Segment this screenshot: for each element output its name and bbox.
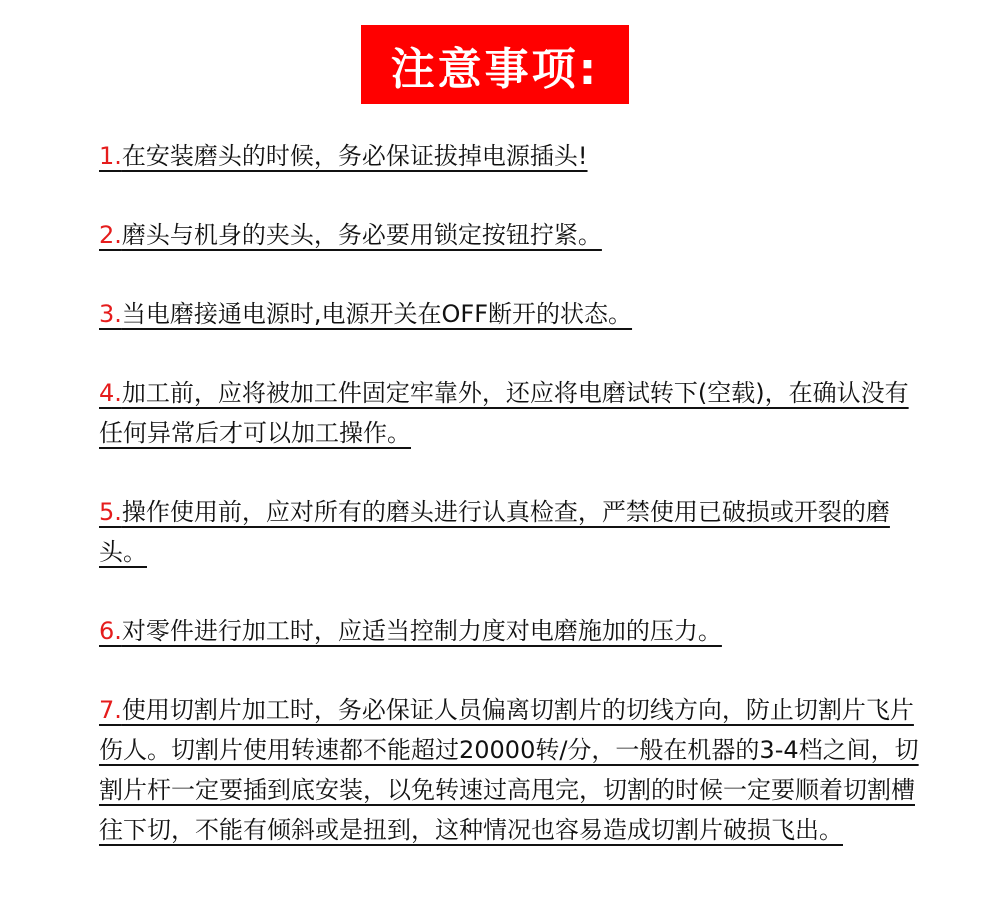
notice-item-3 bbox=[99, 294, 919, 334]
notice-list bbox=[99, 136, 919, 850]
notice-text: 当电磨接通电源时,电源开关在OFF断开的状态。 bbox=[121, 300, 633, 328]
notice-text: 磨头与机身的夹头，务必要用锁定按钮拧紧。 bbox=[121, 221, 602, 249]
notice-title: 注意事项: bbox=[390, 43, 600, 95]
notice-item-1 bbox=[99, 136, 919, 176]
notice-text: 对零件进行加工时，应适当控制力度对电磨施加的压力。 bbox=[121, 617, 722, 645]
notice-number: 1. bbox=[99, 142, 122, 170]
notice-item-7 bbox=[99, 690, 919, 850]
notice-text: 在安装磨头的时候，务必保证拔掉电源插头! bbox=[121, 142, 588, 170]
notice-number: 2. bbox=[99, 221, 122, 249]
notice-item-5 bbox=[99, 492, 919, 572]
notice-number: 5. bbox=[99, 498, 122, 526]
notice-number: 7. bbox=[99, 696, 122, 724]
notice-number: 3. bbox=[99, 300, 122, 328]
notice-item-6 bbox=[99, 611, 919, 651]
notice-text: 加工前，应将被加工件固定牢靠外，还应将电磨试转下(空载)，在确认没有任何异常后才可以加工操作。 bbox=[99, 379, 909, 447]
notice-item-2 bbox=[99, 215, 919, 255]
notice-number: 6. bbox=[99, 617, 122, 645]
notice-item-4 bbox=[99, 373, 919, 453]
notice-text: 操作使用前，应对所有的磨头进行认真检查，严禁使用已破损或开裂的磨头。 bbox=[99, 498, 890, 566]
notice-title-banner bbox=[361, 25, 629, 104]
notice-text: 使用切割片加工时，务必保证人员偏离切割片的切线方向，防止切割片飞片伤人。切割片使用转速都不能超过20000转/分，一般在机器的3-4档之间，切割片杆一定要插到底安装，以免转速过高甩完，切割的时候一定要顺着切割槽往下切，不能有倾斜或是扭到，这种情况也容易造成切割片破损飞出。 bbox=[99, 696, 919, 844]
notice-number: 4. bbox=[99, 379, 122, 407]
